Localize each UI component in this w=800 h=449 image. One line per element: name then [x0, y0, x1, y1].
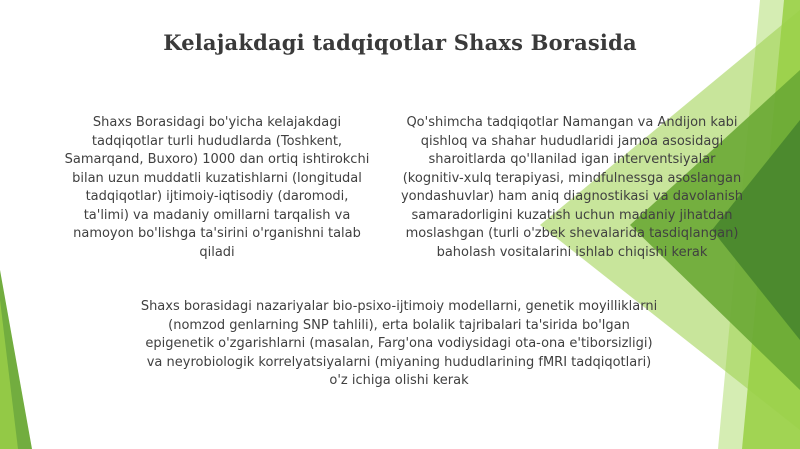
left-text-block: Shaxs Borasidagi bo'yicha kelajakdagi tadqiqotlar turli hududlarda (Toshkent, Samarqand, Buxoro) 1000 dan ortiq ishtirokchi bilan uzun muddatli kuzatishlarni (longitudal tadqiqotlar) ijtimoiy-iqtisodiy (daromodi, ta'limi) va madaniy omillarni tarqalish va namoyon bo'lishga ta'sirini o'rganishni talab qiladi [64, 115, 370, 260]
slide-title: Kelajakdagi tadqiqotlar Shaxs Borasida [163, 30, 637, 55]
right-text-block: Qo'shimcha tadqiqotlar Namangan va Andijon kabi qishloq va shahar hududlaridi jamoa asosidagi sharoitlarda qo'llanilad igan interventsiyalar (kognitiv-xulq terapiyasi, mindfulnessga asoslangan yondashuvlar) ham aniq diagnostikasi va davolanish samaradorligini kuzatish uchun madaniy jihatdan moslashgan (turli o'zbek shevalarida tasdiqlangan) baholash vositalarini ishlab chiqishi kerak [400, 115, 744, 260]
bottom-text-block: Shaxs borasidagi nazariyalar bio-psixo-ijtimoiy modellarni, genetik moyilliklarni (nomzod genlarning SNP tahlili), erta bolalik tajribalari ta'sirida bo'lgan epigenetik o'zgarishlarni (masalan, Farg'ona vodiysidagi ota-ona e'tiborsizligi) va neyrobiologik korrelyatsiyalarni (miyaning hududlarining fMRI tadqiqotlari) o'z ichiga olishi kerak [140, 299, 658, 388]
